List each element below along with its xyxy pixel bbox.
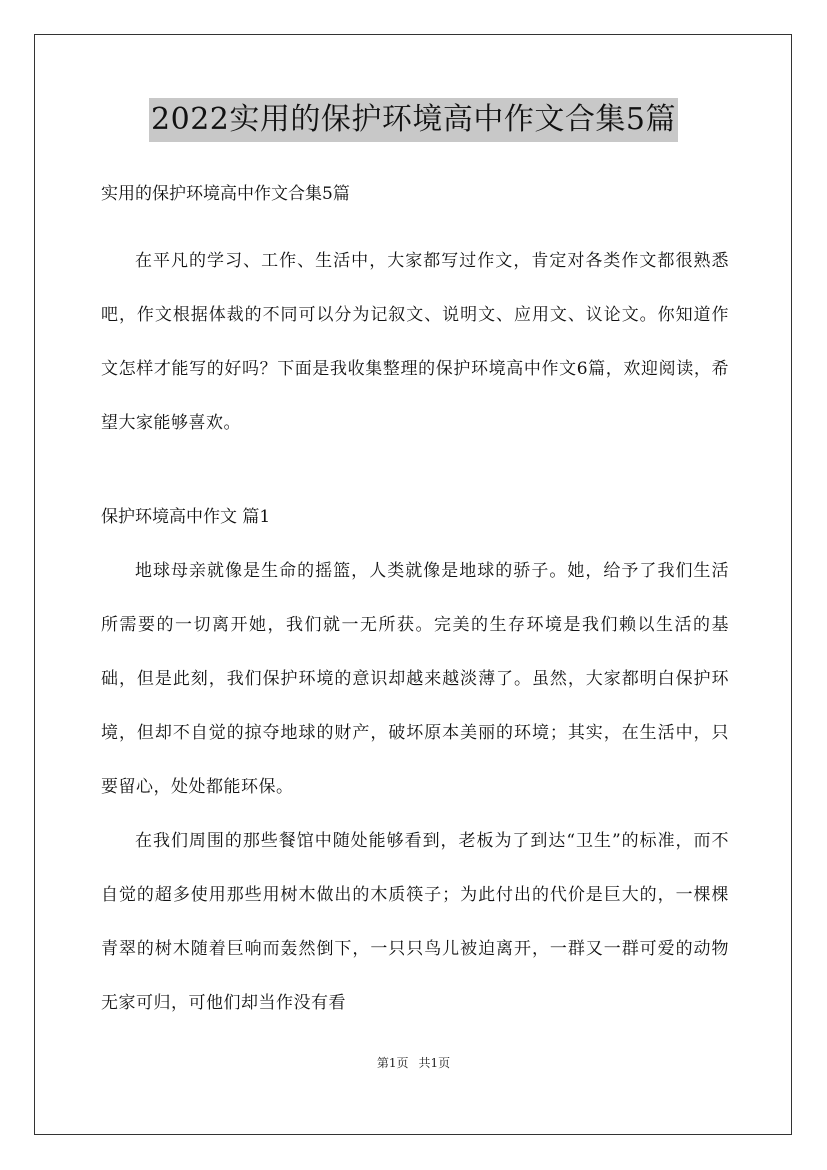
- title-container: [0, 98, 827, 142]
- intro-paragraph: 在平凡的学习、工作、生活中，大家都写过作文，肯定对各类作文都很熟悉吧，作文根据体裁的不同可以分为记叙文、说明文、应用文、议论文。你知道作文怎样才能写的好吗？下面是我收集整理的保护环境高中作文6篇，欢迎阅读，希望大家能够喜欢。: [101, 251, 729, 433]
- body-paragraph: 地球母亲就像是生命的摇篮，人类就像是地球的骄子。她，给予了我们生活所需要的一切离开她，我们就一无所获。完美的生存环境是我们赖以生活的基础，但是此刻，我们保护环境的意识却越来越淡薄了。虽然，大家都明白保护环境，但却不自觉的掠夺地球的财产，破坏原本美丽的环境；其实，在生活中，只要留心，处处都能环保。: [101, 561, 729, 797]
- page-number: 第1页: [376, 1056, 409, 1070]
- section-spacer: [101, 450, 729, 498]
- body-paragraph: 在我们周围的那些餐馆中随处能够看到，老板为了到达“卫生”的标准，而不自觉的超多使用那些用树木做出的木质筷子；为此付出的代价是巨大的，一棵棵青翠的树木随着巨响而轰然倒下，一只只鸟儿被迫离开，一群又一群可爱的动物无家可归，可他们却当作没有看: [101, 831, 729, 1013]
- document-body: [101, 175, 729, 1030]
- page-total: 共1页: [418, 1056, 451, 1070]
- page-footer: [0, 1054, 827, 1071]
- document-title: 2022实用的保护环境高中作文合集5篇: [149, 98, 678, 142]
- section-heading: 保护环境高中作文 篇1: [101, 507, 271, 527]
- document-subtitle: 实用的保护环境高中作文合集5篇: [101, 184, 350, 204]
